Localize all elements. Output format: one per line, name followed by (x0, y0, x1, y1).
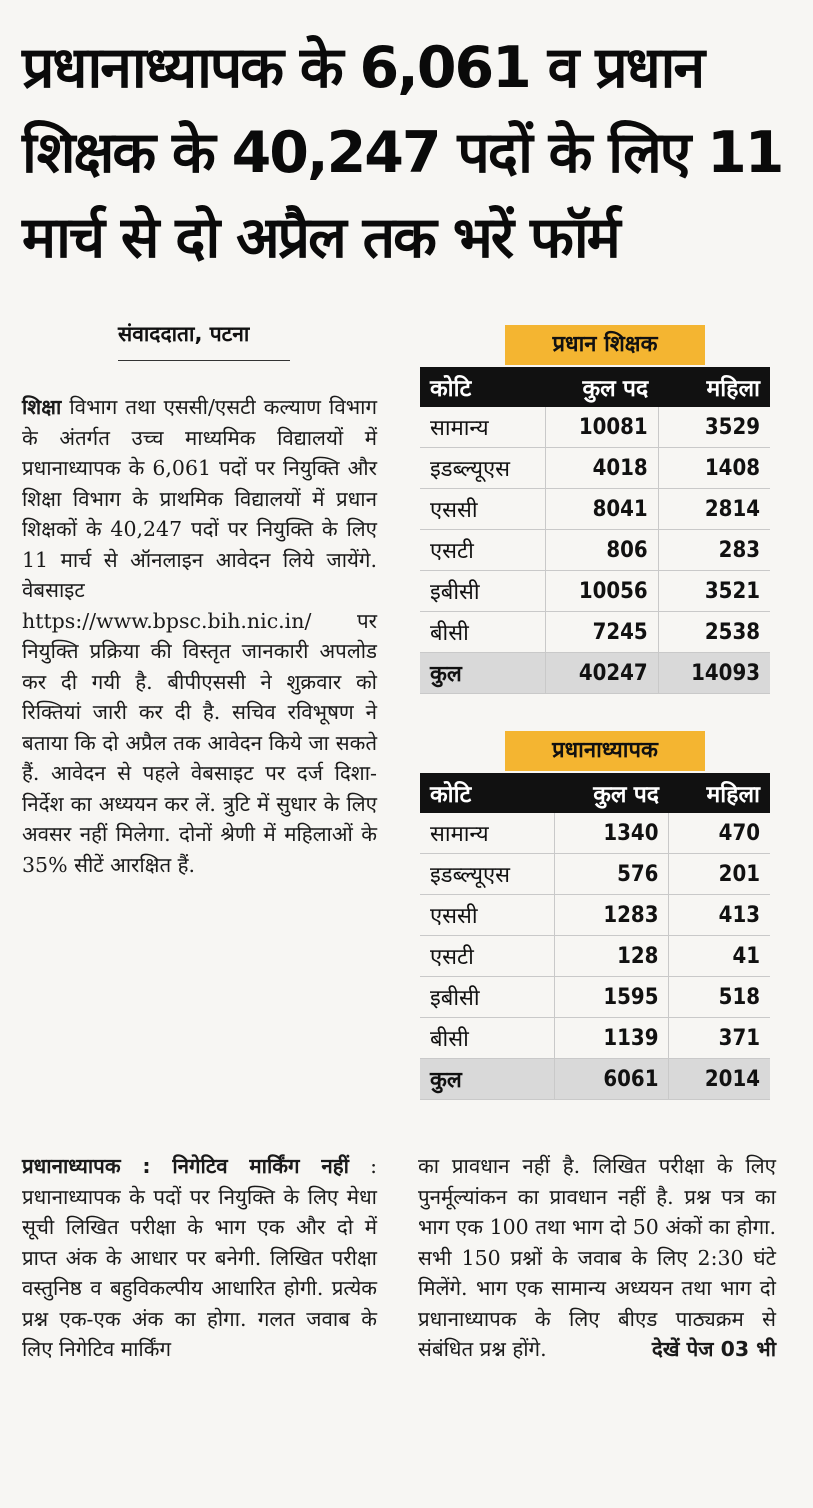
table-cell-total: 806 (546, 530, 658, 571)
table2-header-row (420, 773, 770, 813)
table2-header-total: कुल पद (554, 773, 669, 813)
table-cell-total: 7245 (546, 612, 658, 653)
table-row (420, 530, 770, 571)
table-cell-women: 283 (658, 530, 770, 571)
table2-title: प्रधानाध्यापक (505, 731, 705, 771)
article-paragraph-2 (22, 1151, 377, 1365)
paragraph-1-text: विभाग तथा एससी/एसटी कल्याण विभाग के अंतर्गत उच्च माध्यमिक विद्यालयों में प्रधानाध्यापक के 6,061 पदों पर नियुक्ति और शिक्षा विभाग के प्राथमिक विद्यालयों में प्रधान शिक्षकों के 40,247 पदों पर नियुक्ति के लिए 11 मार्च से ऑनलाइन आवेदन लिये जायेंगे. वेबसाइट https://www.bpsc.bih.nic.in/ पर नियुक्ति प्रक्रिया की विस्तृत जानकारी अपलोड कर दी गयी है. बीपीएससी ने शुक्रवार को रिक्तियां जारी कर दी है. सचिव रविभूषण ने बताया कि दो अप्रैल तक आवेदन किये जा सकते हैं. आवेदन से पहले वेबसाइट पर दर्ज दिशा-निर्देश का अध्ययन कर लें. त्रुटि में सुधार के लिए अवसर नहीं मिलेगा. दोनों श्रेणी में महिलाओं के 35% सीटें आरक्षित हैं. (22, 395, 377, 877)
table-cell-total-label: कुल (420, 1059, 554, 1100)
see-page-reference: देखें पेज 03 भी (651, 1337, 776, 1361)
table-cell-category: इबीसी (420, 571, 546, 612)
paragraph-2-left-text: : प्रधानाध्यापक के पदों पर नियुक्ति के लिए मेधा सूची लिखित परीक्षा के भाग एक और दो में प्राप्त अंक के आधार पर बनेगी. लिखित परीक्षा वस्तुनिष्ठ व बहुविकल्पीय आधारित होगी. प्रत्येक प्रश्न एक-एक अंक का होगा. गलत जवाब के लिए निगेटिव मार्किंग (22, 1154, 377, 1361)
table-row (420, 854, 770, 895)
byline-divider (118, 360, 290, 361)
table-cell-women: 413 (669, 895, 770, 936)
article-paragraph-1 (22, 392, 377, 880)
table-cell-total: 10056 (546, 571, 658, 612)
table1-header-category: कोटि (420, 367, 546, 407)
table-pradhan-shikshak (420, 367, 770, 694)
headline: प्रधानाध्यापक के 6,061 व प्रधान शिक्षक के 40,247 पदों के लिए 11 मार्च से दो अप्रैल तक भरें फॉर्म (22, 35, 783, 271)
table-row (420, 813, 770, 854)
table-cell-women: 41 (669, 936, 770, 977)
table2-header-category: कोटि (420, 773, 554, 813)
table-cell-category: एसटी (420, 936, 554, 977)
table-cell-total-posts: 6061 (554, 1059, 669, 1100)
table-cell-category: बीसी (420, 1018, 554, 1059)
table-row (420, 895, 770, 936)
table-total-row (420, 1059, 770, 1100)
table-row (420, 612, 770, 653)
table-cell-total: 576 (554, 854, 669, 895)
table-cell-total: 4018 (546, 448, 658, 489)
table-cell-category: एसटी (420, 530, 546, 571)
table-cell-women: 518 (669, 977, 770, 1018)
table-row (420, 1018, 770, 1059)
table1-header-row (420, 367, 770, 407)
table-cell-women: 371 (669, 1018, 770, 1059)
table-cell-category: सामान्य (420, 813, 554, 854)
table-cell-category: एससी (420, 489, 546, 530)
table-cell-women: 3529 (658, 407, 770, 448)
table-row (420, 571, 770, 612)
table-row (420, 936, 770, 977)
table-cell-total: 8041 (546, 489, 658, 530)
table-cell-total: 1595 (554, 977, 669, 1018)
table-cell-women: 2814 (658, 489, 770, 530)
table-cell-category: इबीसी (420, 977, 554, 1018)
table-pradhanadhyapak (420, 773, 770, 1100)
table-cell-total-posts: 40247 (546, 653, 658, 694)
table-cell-category: इडब्ल्यूएस (420, 854, 554, 895)
table-row (420, 407, 770, 448)
table-cell-women: 470 (669, 813, 770, 854)
table-row (420, 977, 770, 1018)
table-row (420, 489, 770, 530)
table-cell-total: 1340 (554, 813, 669, 854)
table-cell-category: इडब्ल्यूएस (420, 448, 546, 489)
table1-title: प्रधान शिक्षक (505, 325, 705, 365)
article-paragraph-2-continued (418, 1151, 776, 1365)
byline: संवाददाता, पटना (118, 322, 250, 346)
table-cell-total: 1283 (554, 895, 669, 936)
table-cell-total: 128 (554, 936, 669, 977)
table-cell-total-women: 14093 (658, 653, 770, 694)
table-total-row (420, 653, 770, 694)
table-cell-total: 10081 (546, 407, 658, 448)
table-cell-women: 201 (669, 854, 770, 895)
table-cell-total-label: कुल (420, 653, 546, 694)
table-cell-women: 3521 (658, 571, 770, 612)
table-row (420, 448, 770, 489)
table-cell-category: बीसी (420, 612, 546, 653)
lead-word: शिक्षा (22, 395, 62, 419)
paragraph-2-right-text: का प्रावधान नहीं है. लिखित परीक्षा के लिए पुनर्मूल्यांकन का प्रावधान नहीं है. प्रश्न पत्र का भाग एक 100 तथा भाग दो 50 अंकों का होगा. सभी 150 प्रश्नों के जवाब के लिए 2:30 घंटे मिलेंगे. भाग एक सामान्य अध्ययन तथा भाग दो प्रधानाध्यापक के लिए बीएड पाठ्यक्रम से संबंधित प्रश्न होंगे. (418, 1154, 776, 1361)
table-cell-women: 2538 (658, 612, 770, 653)
table-cell-category: एससी (420, 895, 554, 936)
table-cell-women: 1408 (658, 448, 770, 489)
table-cell-category: सामान्य (420, 407, 546, 448)
table1-header-total: कुल पद (546, 367, 658, 407)
table1-header-women: महिला (658, 367, 770, 407)
subhead: प्रधानाध्यापक : निगेटिव मार्किंग नहीं (22, 1154, 349, 1178)
table2-header-women: महिला (669, 773, 770, 813)
table-cell-total: 1139 (554, 1018, 669, 1059)
table-cell-total-women: 2014 (669, 1059, 770, 1100)
